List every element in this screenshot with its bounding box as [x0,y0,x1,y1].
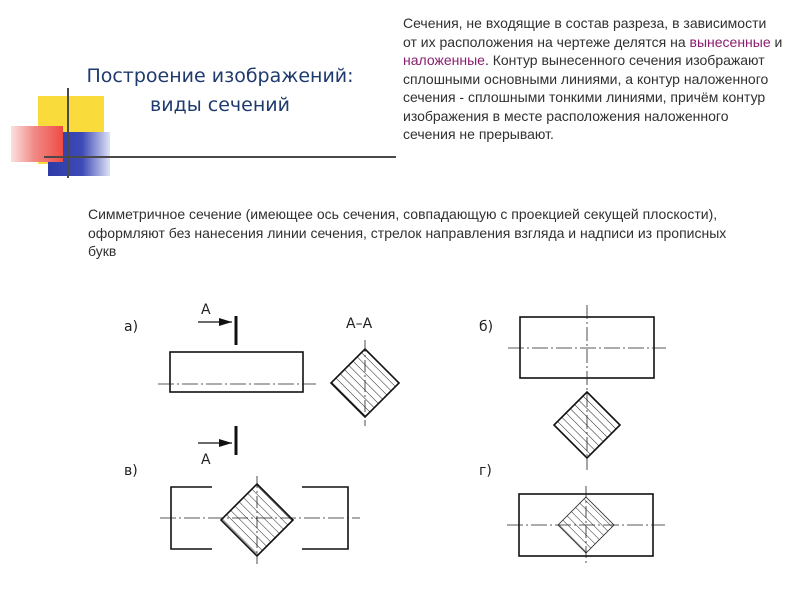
intro-text-2: и [770,33,783,50]
symmetric-section-note: Симметричное сечение (имеющее ось сечения, совпадающую с проекцией секущей плоскости), оформляют без нанесения линии сечения, стрелок направления взгляда и надписи из прописных букв [88,206,727,259]
section-in-break-v [221,476,293,564]
term-vynesennye: вынесенные [689,33,771,50]
title-line-2: виды сечений [150,94,290,116]
title-line-1: Построение изображений: [86,65,354,87]
label-v: в) [124,463,138,479]
label-a: а) [124,319,139,335]
intro-text-1: Сечения, не входящие в состав разреза, в зависимости от их расположения на чертеже делятся на [403,15,767,50]
section-line-bottom [198,426,236,455]
superimposed-section-g [558,486,614,564]
removed-section-b [554,392,620,458]
section-letter-bottom: А [201,452,211,468]
figure-a-part [158,352,316,392]
intro-text-3: . Контур вынесенного сечения изображают сплошными основными линиями, а контур наложенного сечения - сплошными тонкими линиями, причём контур изображения в месте расположения наложенного сечения не прерывают. [403,52,769,142]
label-b: б) [479,319,494,335]
term-nalozhennye: наложенные [403,52,485,68]
section-letter-top: А [201,302,211,318]
section-name-label: А–А [346,316,373,332]
section-line-top [198,316,236,345]
label-g: г) [479,463,492,479]
removed-section-a [331,340,399,426]
